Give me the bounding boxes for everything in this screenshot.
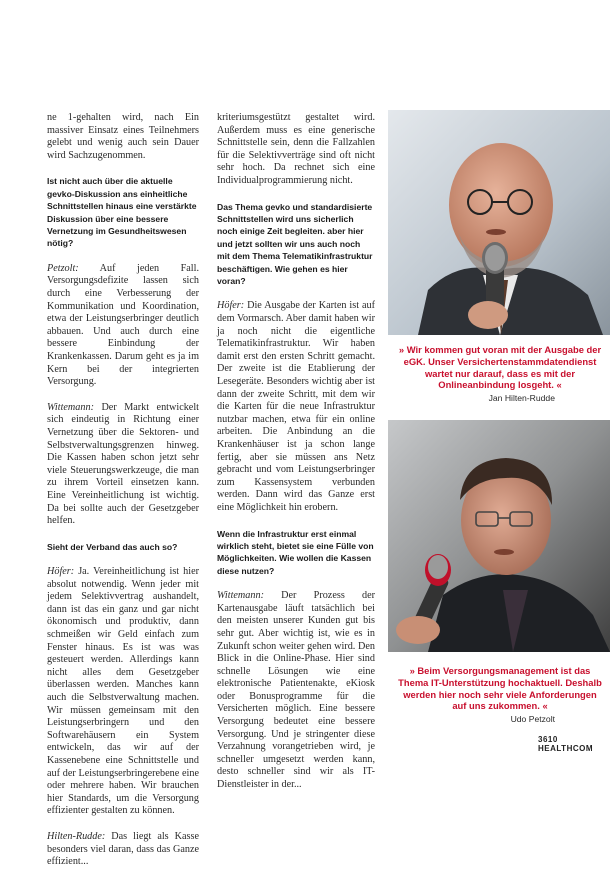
answer-text: Die Ausgabe der Karten ist auf dem Vormarsch. Aber damit haben wir ja noch nicht die eigentliche Telematikinfrastruktur. Wir haben damit erst den ersten Schritt gemacht. Der zweite ist die Etablierung der Lesegeräte. Besonders wichtig aber ist dann der zweite Schritt, mit dem wir die Karten für die neue Infrastruktur nutzbar machen, etwa für ein online arbeiten. Die Anbindung an die Krankenhäuser ist ja schon lange fertig, aber sie müssen ans Netz gebracht und vom Leistungserbringer zum Kassensystem verbunden werden. Dann wird das Ganze erst eine Möglichkeit hin erobern. (217, 300, 375, 513)
interview-answer (47, 402, 199, 528)
interview-answer (47, 831, 199, 869)
interview-answer (217, 590, 375, 792)
article-column-middle (217, 112, 375, 805)
interview-question: Sieht der Verband das auch so? (47, 541, 178, 552)
article-column-left (47, 112, 199, 882)
speaker-name: Petzolt: (47, 262, 79, 274)
speaker-name: Wittemann: (47, 401, 94, 413)
paragraph: ne 1-gehalten wird, nach Ein massiver Einsatz eines Teilnehmers gelebt und wenig auch sein Dauer wird Sachzugenommen. (47, 112, 199, 161)
speaker-name: Höfer: (47, 566, 75, 578)
interview-question: Das Thema gevko und standardisierte Schnittstellen wird uns sicherlich noch einige Zeit begleiten. aber hier und jetzt sollten wir uns auch noch mit dem Thema Telematikinfrastruktur beschäftigen. Wie gehen es hier voran? (217, 201, 373, 286)
interview-answer (47, 566, 199, 818)
page-footer: 3610 HEALTHCOM (538, 735, 594, 753)
pull-quote-bottom (397, 665, 603, 726)
quote-author: Jan Hilten-Rudde (488, 393, 555, 404)
interview-question: Ist nicht auch über die aktuelle gevko-Diskussion ans einheitliche Schnittstellen hinaus eine verstärkte Diskussion über eine bessere Vernetzung im Gesundheitswesen nötig? (47, 176, 197, 249)
speaker-name: Hilten-Rudde: (47, 830, 106, 842)
speaker-photo-bottom (388, 420, 610, 652)
quote-text: » Wir kommen gut voran mit der Ausgabe der eGK. Unser Versichertenstammdatendienst wartet nur darauf, dass es mit der Onlineanbindung losgeht. « (398, 344, 602, 391)
pull-quote-top (397, 344, 603, 405)
portrait-illustration (388, 110, 610, 335)
speaker-name: Wittemann: (217, 590, 264, 602)
answer-text: Das liegt als Kasse besonders viel daran, dass das Ganze effizient... (47, 830, 199, 868)
interview-question: Wenn die Infrastruktur erst einmal wirklich steht, bietet sie eine Fülle von Möglichkeiten. Wie wollen die Kassen diese nutzen? (217, 528, 374, 576)
interview-answer (47, 263, 199, 389)
interview-answer (217, 300, 375, 514)
answer-text: Der Prozess der Kartenausgabe läuft tatsächlich bei den meisten unserer Kunden gut bis sehr gut. Aber wichtig ist, wie es in Zukunft schon weiter gehen wird. Den Blick in die Online-Phase. Hier sind schnelle Lösungen wie eine elektronische Patientenakte, eKiosk oder Bonusprogramme für die Versicherten möglich. Eine bessere Versorgung bedeutet eine bessere Versorgung. Und je stringenter diese Verzahnung vorangetrieben wird, je schneller umgesetzt werden kann, desto schneller sind wir als IT-Dienstleister in der... (217, 590, 375, 791)
answer-text: Auf jeden Fall. Versorgungsdefizite lassen sich durch eine Verbesserung der Kommunikation und Koordination, etwa der Leistungserbringer deutlich abbauen. Und auch durch eine bessere Einbindung der Krankenkassen. Darum geht es ja im Kern bei der integrierten Versorgung. (47, 262, 199, 388)
speaker-photo-top (388, 110, 610, 335)
quote-text: » Beim Versorgungsmanagement ist das Thema IT-Unterstützung hochaktuell. Deshalb werden hier noch sehr viele Anforderungen auf uns zukommen. « (398, 665, 602, 712)
speaker-name: Höfer: (217, 300, 245, 312)
answer-text: Ja. Vereinheitlichung ist hier absolut notwendig. Wenn jeder mit jedem Selektivvertrag aushandelt, dann ist das ein ganz und gar nicht ökonomisch und produktiv, dann schmeißen wir Geld einfach zum Fenster hinaus. Es ist was was gesteuert werden. Allerdings kann nicht alles dem Gesetzgeber überlassen werden. Manches kann auch die Selbstverwaltung machen. Wir müssen gemeinsam mit den Leistungserbringern und den Softwarehäusern ein System entwickeln, das wir auf der Kassenebene eine Schnittstelle und auf der Leistungserbringerebene eine oder mehrere haben. Wir brauchen hier Standards, um die Versorgung effizienter gestalten zu können. (47, 566, 199, 817)
quote-author: Udo Petzolt (510, 714, 555, 725)
answer-text: Der Markt entwickelt sich eindeutig in Richtung einer Vernetzung über die Sektoren- und Selbstverwaltungsgrenzen hinweg. Die Kassen haben schon jetzt sehr viele Steuerungswerkzeuge, die man zu ihrem Vorteil einsetzen kann. Eine Vereinheitlichung ist wichtig. Da bei sollte auch der Gesetzgeber helfen. (47, 401, 199, 527)
portrait-illustration (388, 420, 610, 652)
paragraph: kriteriumsgestützt gestaltet wird. Außerdem muss es eine generische Schnittstelle sein, denn die Fallzahlen für die Selektivverträge sind oft nicht sehr hoch. Da rechnet sich eine Individualprogrammierung nicht. (217, 112, 375, 186)
